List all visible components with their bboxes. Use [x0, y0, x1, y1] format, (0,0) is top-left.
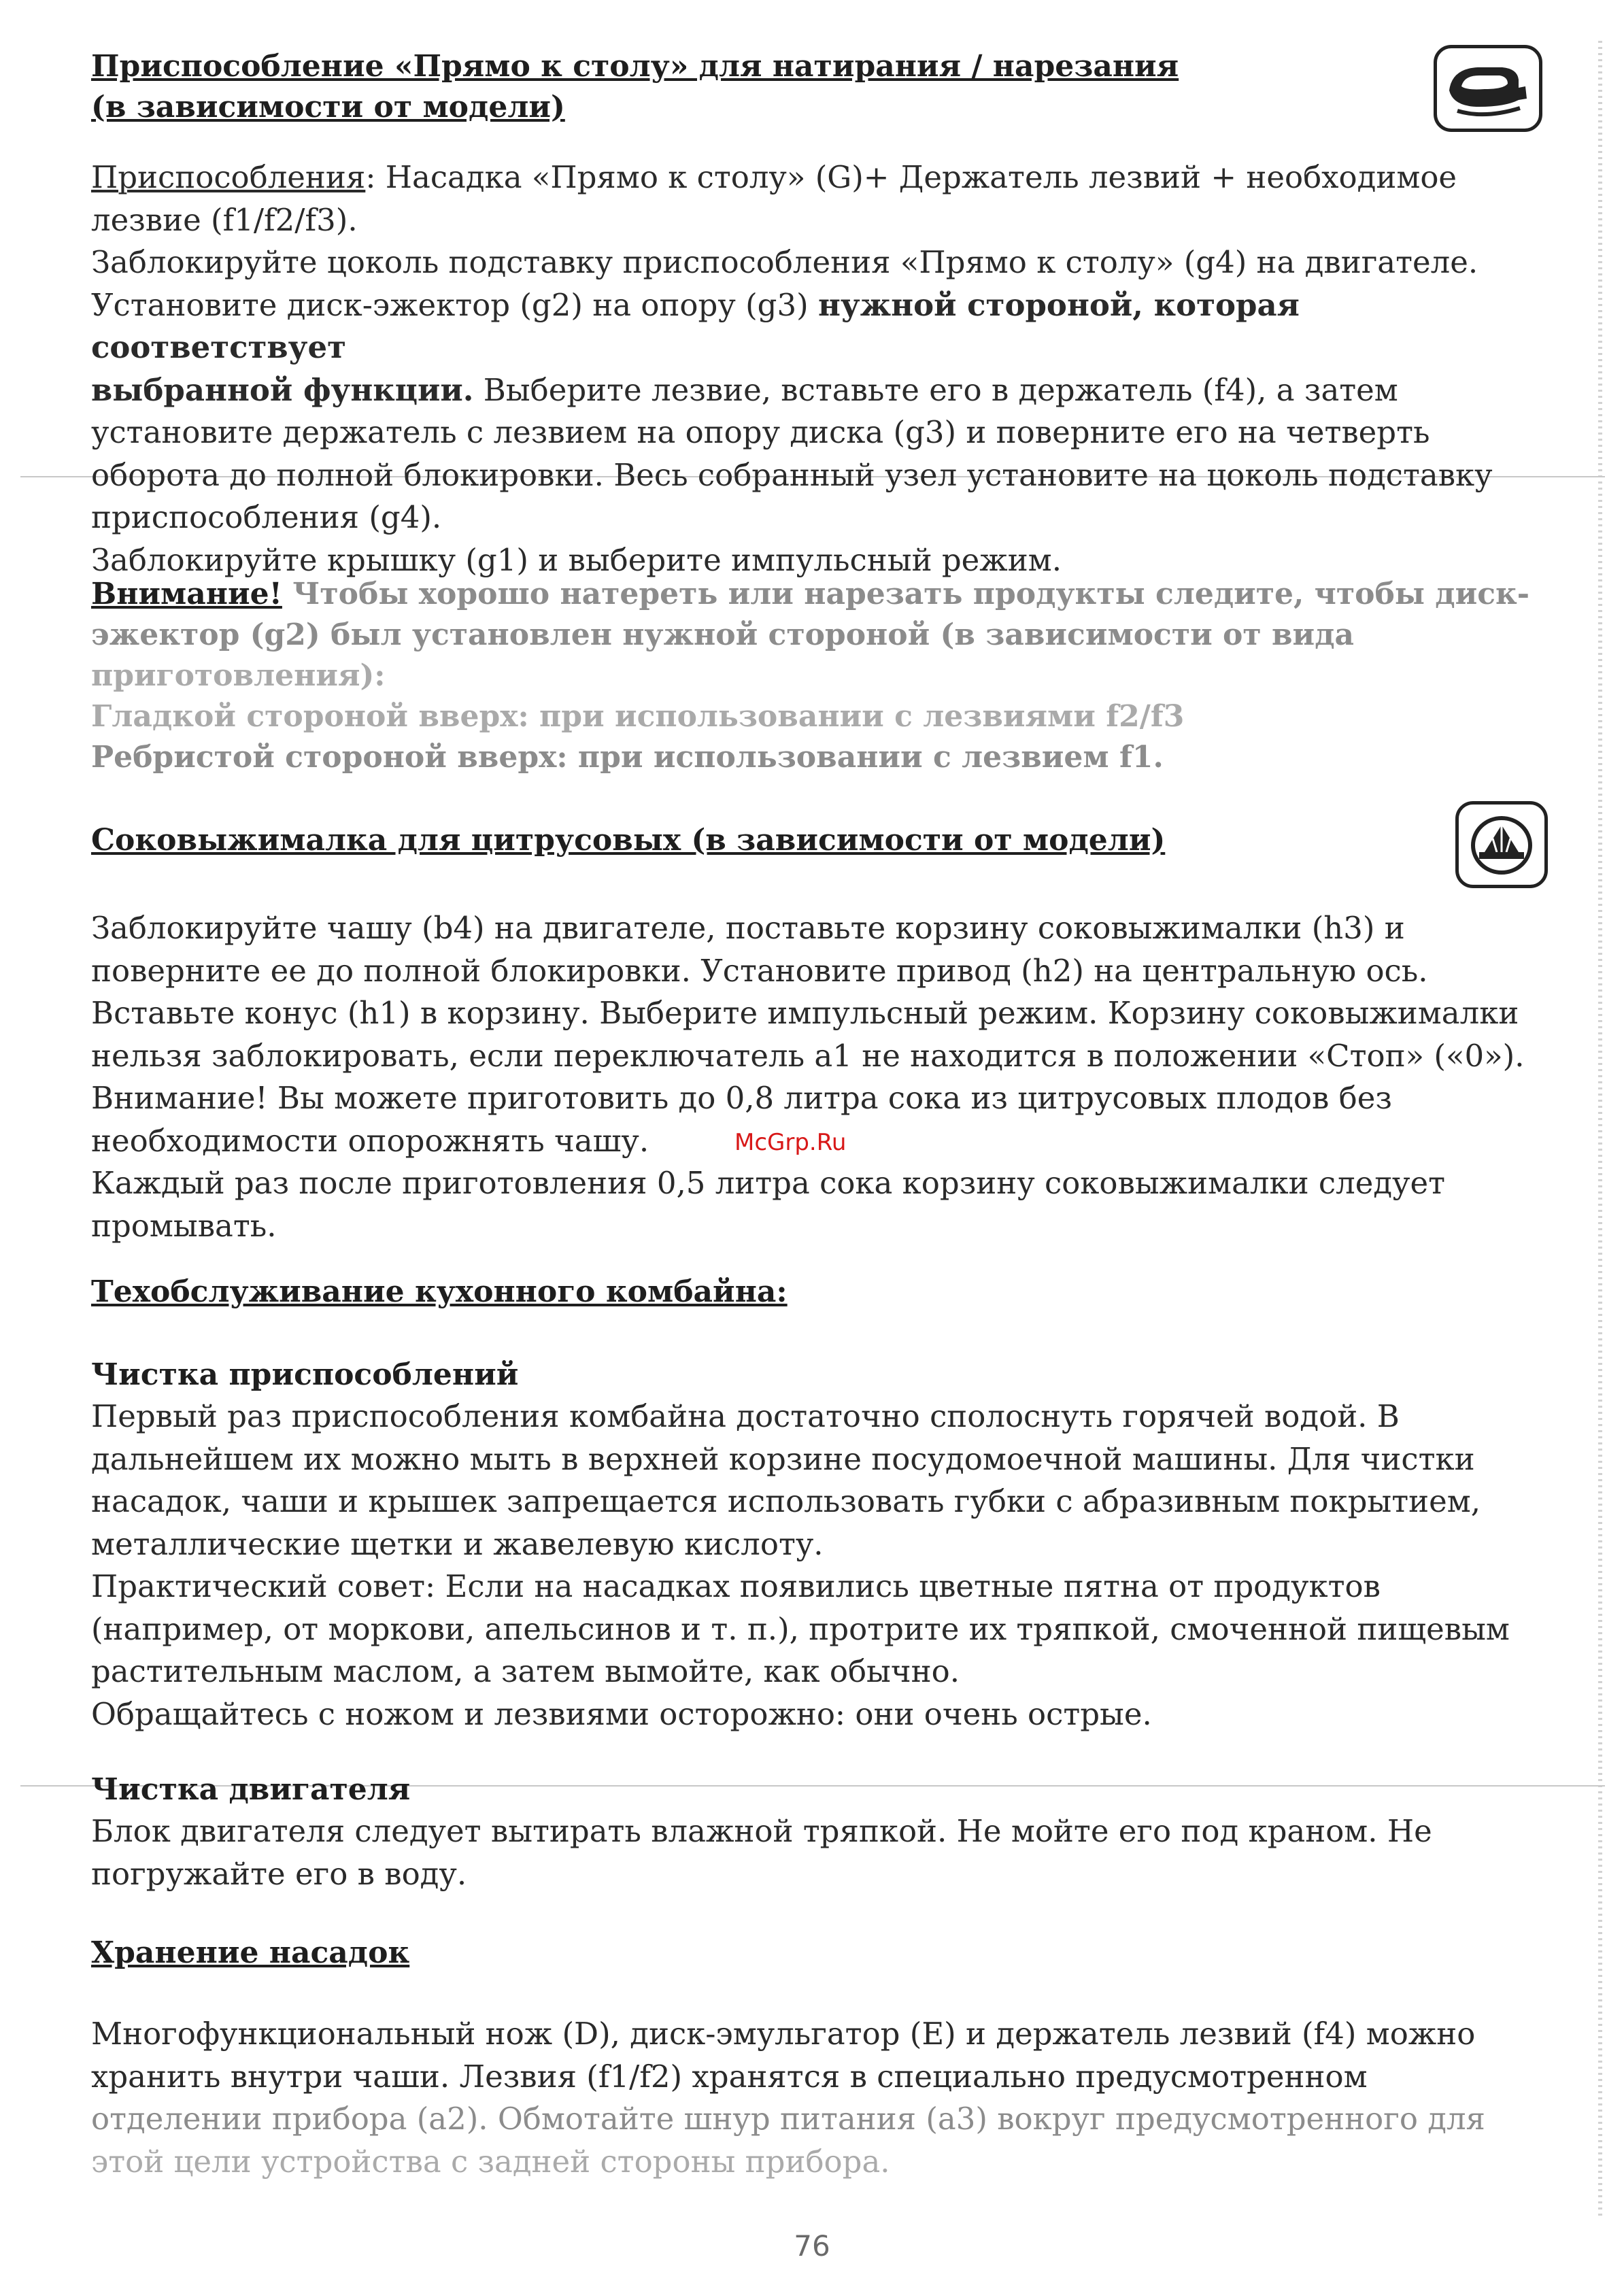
paragraph-line: (например, от моркови, апельсинов и т. п.), протрите их тряпкой, смоченной пищевым — [91, 1610, 1510, 1647]
section-title-model: (в зависимости от модели) — [91, 90, 565, 124]
paragraph-line: поверните ее до полной блокировки. Установите привод (h2) на центральную ось. — [91, 952, 1428, 989]
section-cleaning-accessories — [91, 1355, 1553, 1736]
paragraph-line: Внимание! Вы можете приготовить до 0,8 литра сока из цитрусовых плодов без — [91, 1080, 1392, 1116]
warning-line: Ребристой стороной вверх: при использовании с лезвием f1. — [91, 740, 1164, 775]
warning-label: Внимание! — [91, 577, 282, 611]
paragraph-line: Заблокируйте крышку (g1) и выберите импульсный режим. — [91, 541, 1062, 578]
paragraph-line: погружайте его в воду. — [91, 1855, 467, 1892]
paragraph-line: Вставьте конус (h1) в корзину. Выберите импульсный режим. Корзину соковыжималки — [91, 995, 1519, 1031]
paragraph-line: отделении прибора (a2). Обмотайте шнур питания (a3) вокруг предусмотренного для — [91, 2101, 1485, 2137]
section-grater-body — [91, 156, 1553, 581]
paragraph-line: установите держатель с лезвием на опору диска (g3) и поверните его на четверть — [91, 414, 1430, 450]
warning-block — [91, 574, 1553, 778]
subsection-title: Чистка двигателя — [91, 1772, 411, 1807]
paragraph-line: Блок двигателя следует вытирать влажной тряпкой. Не мойте его под краном. Не — [91, 1813, 1432, 1849]
paragraph-line: приспособления (g4). — [91, 499, 442, 535]
paragraph-line: выбранной функции. Выберите лезвие, вставьте его в держатель (f4), а затем — [91, 371, 1398, 408]
paragraph-line: Обращайтесь с ножом и лезвиями осторожно: они очень острые. — [91, 1695, 1152, 1732]
paragraph-line: лезвие (f1/f2/f3). — [91, 201, 358, 238]
watermark: McGrp.Ru — [734, 1129, 847, 1156]
paragraph-line: Первый раз приспособления комбайна достаточно сполоснуть горячей водой. В — [91, 1398, 1400, 1434]
paragraph-line: необходимости опорожнять чашу. — [91, 1122, 649, 1159]
section-grater — [91, 46, 1553, 128]
section-title: Соковыжималка для цитрусовых (в зависимости от модели) — [91, 823, 1166, 858]
paragraph-line: хранить внутри чаши. Лезвия (f1/f2) хранятся в специально предусмотренном — [91, 2058, 1368, 2095]
paragraph-line: дальнейшем их можно мыть в верхней корзине посудомоечной машины. Для чистки — [91, 1440, 1475, 1477]
accessories-label: Приспособления — [91, 159, 366, 195]
warning-line: Гладкой стороной вверх: при использовании с лезвиями f2/f3 — [91, 699, 1185, 734]
emphasis: выбранной функции. — [91, 371, 474, 408]
section-citrus — [91, 820, 1553, 861]
section-citrus-body — [91, 907, 1553, 1247]
paragraph-line: Практический совет: Если на насадках появились цветные пятна от продуктов — [91, 1568, 1381, 1604]
paragraph-line: нельзя заблокировать, если переключатель a1 не находится в положении «Стоп» («0»). — [91, 1037, 1525, 1074]
section-cleaning-motor — [91, 1770, 1553, 1895]
paragraph-line: оборота до полной блокировки. Весь собранный узел установите на цоколь подставку — [91, 456, 1493, 493]
paragraph-line: Заблокируйте цоколь подставку приспособления «Прямо к столу» (g4) на двигателе. — [91, 244, 1478, 280]
paragraph-line: растительным маслом, а затем вымойте, как обычно. — [91, 1653, 960, 1689]
warning-line: эжектор (g2) был установлен нужной стороной (в зависимости от вида — [91, 617, 1355, 652]
paragraph-line: Многофункциональный нож (D), диск-эмульгатор (E) и держатель лезвий (f4) можно — [91, 2016, 1476, 2052]
section-storage-body — [91, 2013, 1553, 2183]
emphasis: нужной стороной, которая соответствует — [91, 286, 1300, 365]
paragraph-line: Каждый раз после приготовления 0,5 литра сока корзину соковыжималки следует — [91, 1165, 1446, 1201]
paragraph-line: промывать. — [91, 1207, 277, 1244]
section-maintenance — [91, 1272, 1553, 1313]
section-title: Приспособление «Прямо к столу» для натирания / нарезания — [91, 49, 1179, 84]
section-title: Хранение насадок — [91, 1935, 410, 1970]
paragraph-line: этой цели устройства с задней стороны прибора. — [91, 2143, 890, 2180]
paragraph-line: Заблокируйте чашу (b4) на двигателе, поставьте корзину соковыжималки (h3) и — [91, 910, 1405, 946]
warning-line: Внимание! Чтобы хорошо натереть или нарезать продукты следите, чтобы диск- — [91, 577, 1530, 611]
paragraph-line: насадок, чаши и крышек запрещается использовать губки с абразивным покрытием, — [91, 1483, 1481, 1519]
subsection-title: Чистка приспособлений — [91, 1357, 519, 1392]
section-storage — [91, 1933, 1553, 1974]
page-number: 76 — [794, 2229, 830, 2263]
paragraph-line: металлические щетки и жавелевую кислоту. — [91, 1525, 824, 1562]
scan-edge-noise — [1598, 41, 1602, 2217]
section-title: Техобслуживание кухонного комбайна: — [91, 1274, 788, 1309]
grater-icon — [1434, 45, 1542, 132]
paragraph-line: Приспособления: Насадка «Прямо к столу» (G)+ Держатель лезвий + необходимое — [91, 159, 1457, 195]
warning-line: приготовления): — [91, 658, 386, 693]
citrus-press-icon — [1455, 801, 1548, 888]
paragraph-line: Установите диск-эжектор (g2) на опору (g3) нужной стороной, которая соответствует — [91, 286, 1300, 365]
